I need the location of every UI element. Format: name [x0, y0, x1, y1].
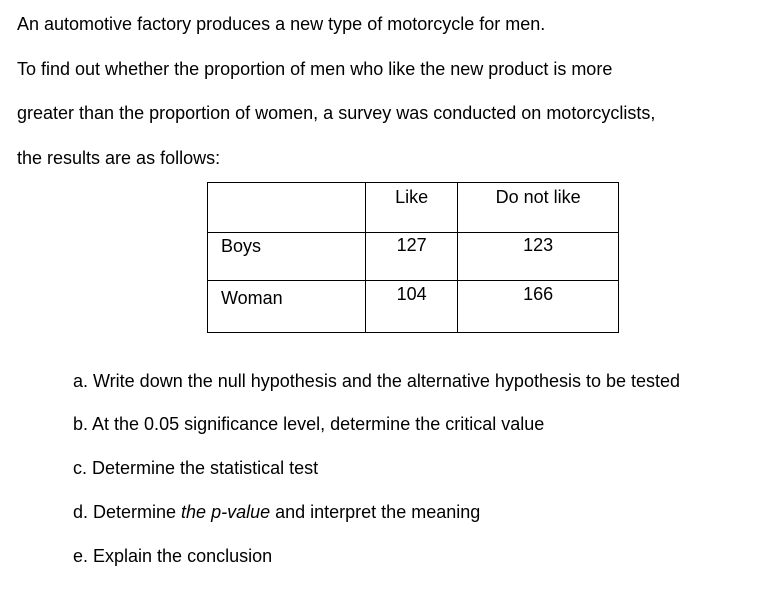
row-label-woman: Woman	[208, 281, 366, 333]
table-row	[208, 281, 619, 333]
question-d	[73, 501, 480, 523]
table-row	[208, 233, 619, 281]
intro-line-3: greater than the proportion of women, a survey was conducted on motorcyclists,	[17, 103, 656, 123]
cell-woman-do-not-like: 166	[458, 281, 619, 333]
table-header-do-not-like: Do not like	[458, 183, 619, 233]
cell-boys-like: 127	[366, 233, 458, 281]
question-d-prefix: d. Determine	[73, 502, 182, 522]
cell-boys-do-not-like: 123	[458, 233, 619, 281]
row-label-boys: Boys	[208, 233, 366, 281]
intro-line-4: the results are as follows:	[17, 148, 221, 168]
intro-line-2: To find out whether the proportion of men who like the new product is more	[17, 59, 613, 79]
question-a: a. Write down the null hypothesis and the alternative hypothesis to be tested	[73, 371, 681, 391]
question-e: e. Explain the conclusion	[73, 546, 273, 566]
table-header-empty	[208, 183, 366, 233]
survey-results-table	[207, 182, 619, 333]
table-header-row	[208, 183, 619, 233]
cell-woman-like: 104	[366, 281, 458, 333]
table-header-like: Like	[366, 183, 458, 233]
intro-line-1: An automotive factory produces a new type of motorcycle for men.	[17, 14, 546, 34]
question-c: c. Determine the statistical test	[73, 458, 319, 478]
question-b: b. At the 0.05 significance level, determine the critical value	[73, 414, 545, 434]
question-d-suffix: and interpret the meaning	[270, 502, 481, 522]
question-d-emphasis: the p-value	[181, 502, 271, 522]
